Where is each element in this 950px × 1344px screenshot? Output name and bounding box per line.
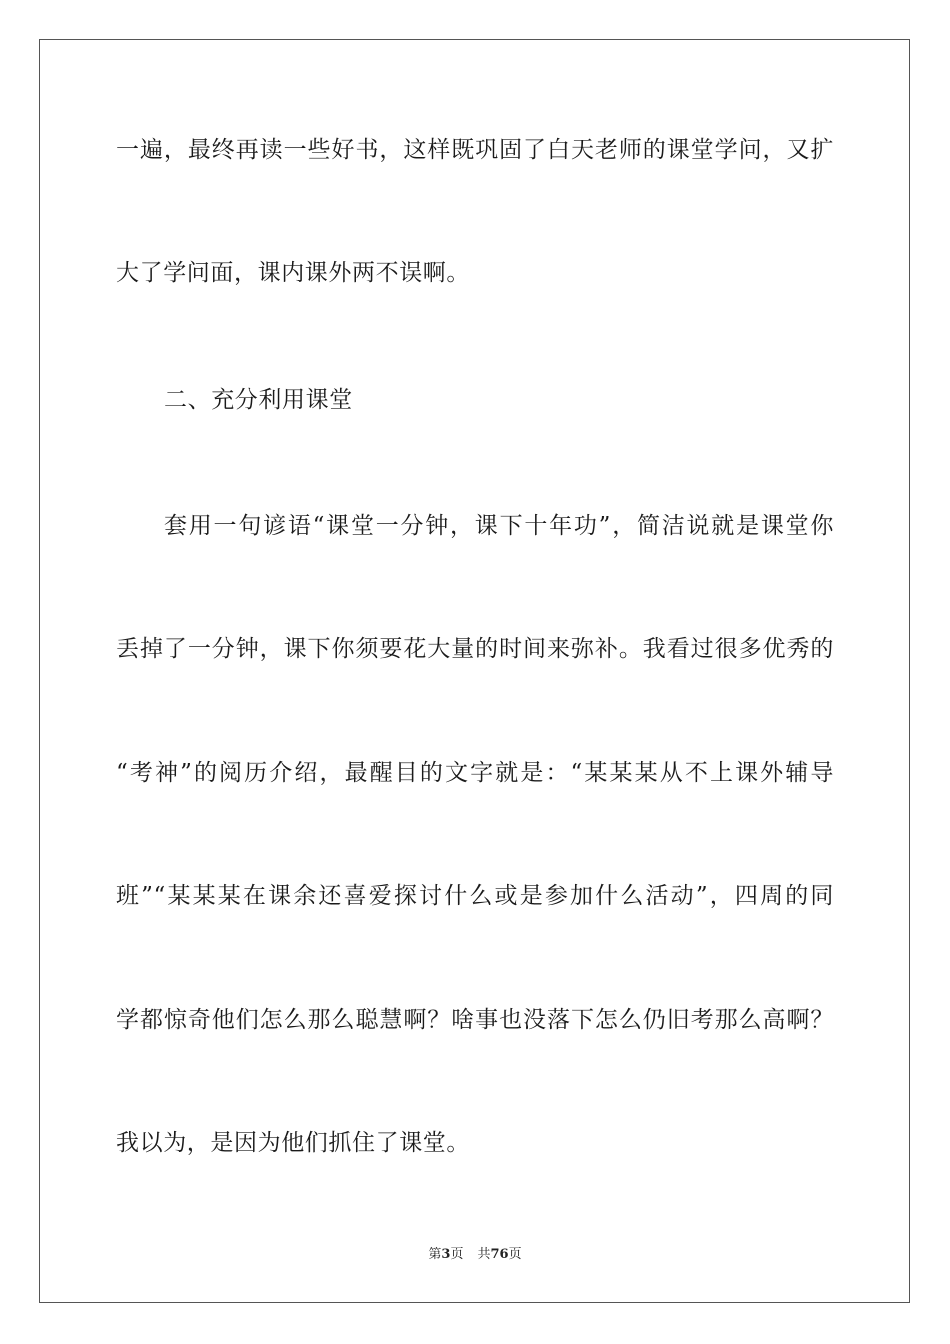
body-line-8: 学都惊奇他们怎么那么聪慧啊？啥事也没落下怎么仍旧考那么高啊？ — [116, 1007, 834, 1033]
body-line-9: 我以为，是因为他们抓住了课堂。 — [116, 1130, 470, 1156]
footer-page-number: 3 — [441, 1247, 451, 1262]
footer-total-pages: 76 — [490, 1247, 509, 1262]
page-footer — [0, 1247, 950, 1263]
body-line-6: “考神”的阅历介绍，最醒目的文字就是：“某某某从不上课外辅导 — [116, 760, 834, 786]
footer-page-prefix: 第 — [428, 1247, 442, 1262]
page-border — [39, 39, 910, 1303]
footer-total-suffix: 页 — [508, 1247, 522, 1262]
body-line-1: 一遍，最终再读一些好书，这样既巩固了白天老师的课堂学问，又扩 — [116, 137, 834, 163]
body-line-7: 班”“某某某在课余还喜爱探讨什么或是参加什么活动”，四周的同 — [116, 883, 834, 909]
body-line-2: 大了学问面，课内课外两不误啊。 — [116, 260, 470, 286]
footer-total-prefix: 共 — [477, 1247, 491, 1262]
body-line-4: 套用一句谚语“课堂一分钟，课下十年功”，简洁说就是课堂你 — [164, 513, 834, 539]
section-heading: 二、充分利用课堂 — [164, 387, 353, 413]
footer-page-suffix: 页 — [450, 1247, 464, 1262]
body-line-5: 丢掉了一分钟，课下你须要花大量的时间来弥补。我看过很多优秀的 — [116, 636, 834, 662]
